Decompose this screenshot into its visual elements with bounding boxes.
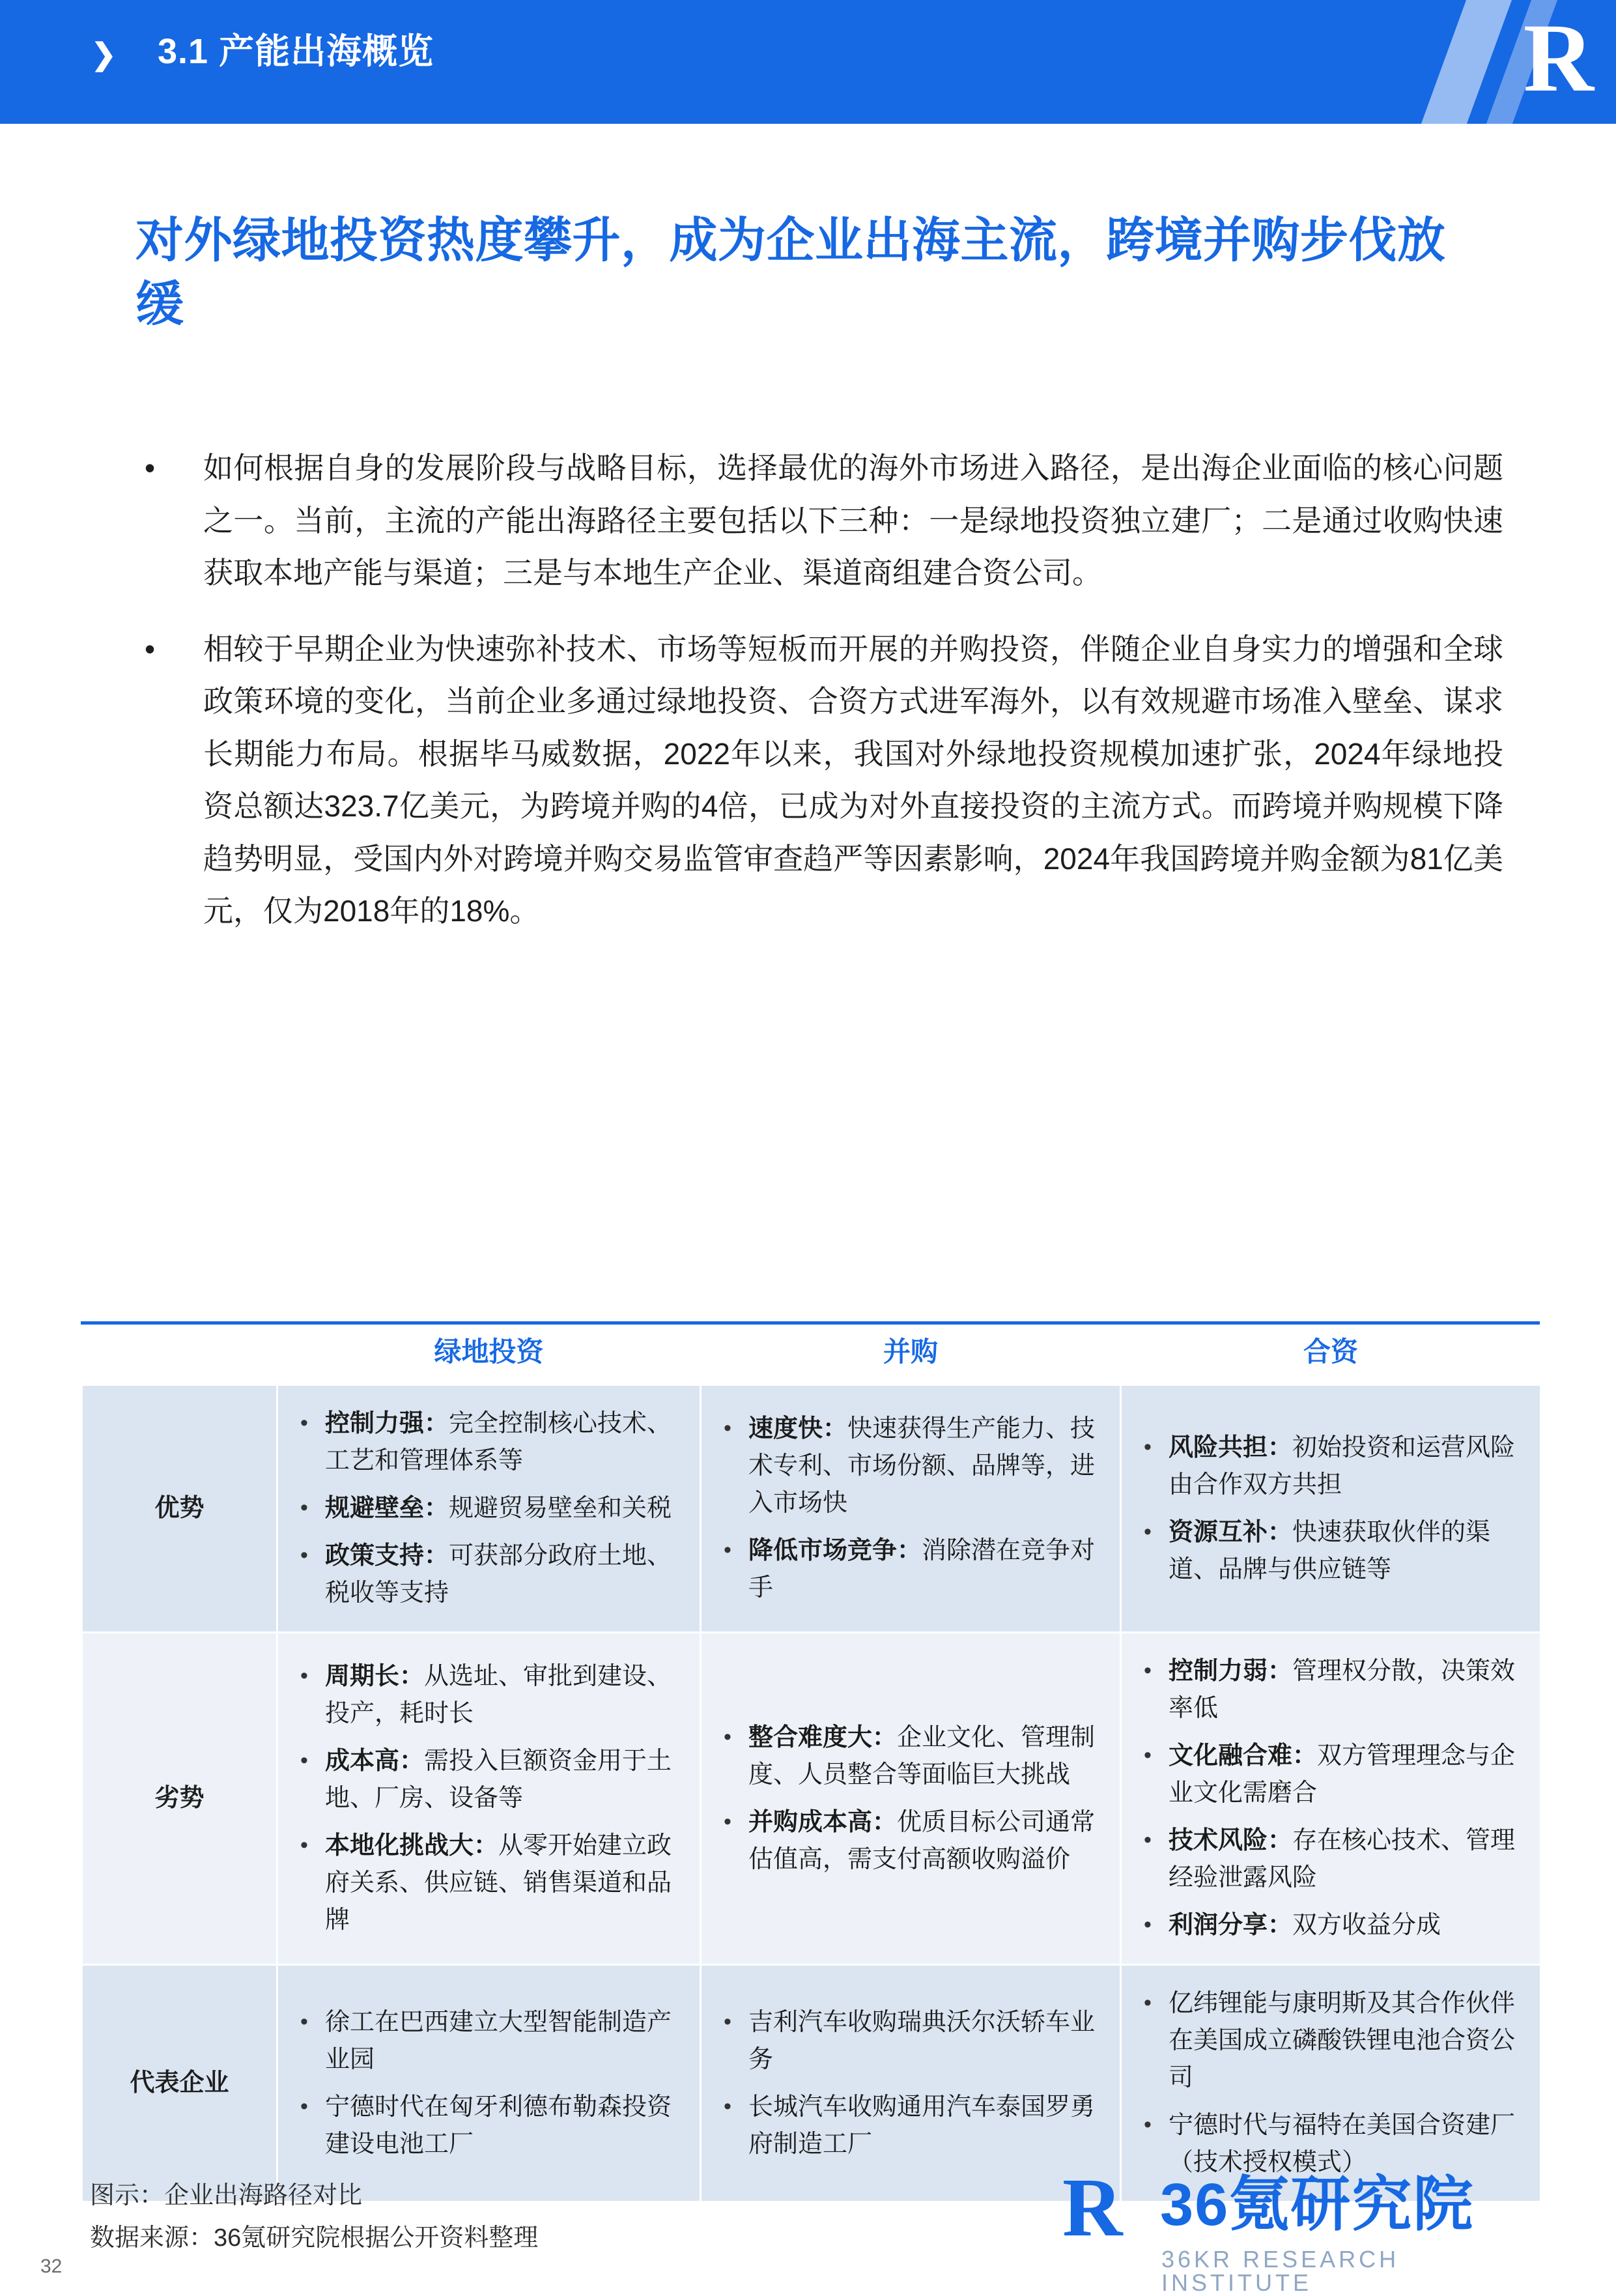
list-item [295, 1743, 683, 1817]
36kr-r-logo-icon: R [1062, 2161, 1123, 2254]
table-head [82, 1321, 1541, 1385]
bullet-dot: • [145, 631, 156, 666]
list-item-lead: 成本高： [325, 1747, 425, 1775]
list-item-lead: 技术风险： [1169, 1827, 1293, 1854]
row-label: 优势 [82, 1385, 277, 1633]
list-item [718, 1411, 1103, 1522]
list-item-text: 管理权分散，决策效率低 [1169, 1657, 1516, 1722]
list-item-text: 存在核心技术、管理经验泄露风险 [1169, 1827, 1516, 1891]
list-item-lead: 利润分享： [1169, 1912, 1293, 1939]
page-body [0, 124, 1616, 2296]
bullet-item [135, 623, 1503, 938]
list-item [1139, 1822, 1523, 1897]
list-item-text: 快速获取伙伴的渠道、品牌与供应链等 [1169, 1518, 1491, 1583]
row-label: 劣势 [82, 1633, 277, 1965]
36kr-r-logo-icon: R [1523, 4, 1590, 112]
cell-greenfield [277, 1965, 701, 2202]
list-item [295, 2089, 683, 2163]
bullet-text: 如何根据自身的发展阶段与战略目标，选择最优的海外市场进入路径，是出海企业面临的核心问题之一。当前，主流的产能出海路径主要包括以下三种：一是绿地投资独立建厂；二是通过收购快速获取本地产能与渠道；三是与本地生产企业、渠道商组建合资公司。 [203, 451, 1503, 590]
cell-jv [1121, 1385, 1541, 1633]
list-item-lead: 整合难度大： [748, 1723, 898, 1751]
list-item-lead: 速度快： [748, 1415, 848, 1442]
list-item-lead: 规避壁垒： [325, 1495, 449, 1522]
list-item [1139, 1985, 1523, 2097]
list-item-text: 企业文化、管理制度、人员整合等面临巨大挑战 [748, 1723, 1096, 1788]
list-item-lead: 并购成本高： [748, 1808, 898, 1836]
bullet-item [135, 442, 1503, 599]
list-item-lead: 控制力弱： [1169, 1657, 1293, 1685]
table-header-greenfield: 绿地投资 [434, 1336, 544, 1367]
list-item [295, 2004, 683, 2078]
list-item [718, 1719, 1103, 1794]
list-item [1139, 1429, 1523, 1504]
list-item [295, 1538, 683, 1612]
list-item-text: 消除潜在竞争对手 [748, 1537, 1096, 1601]
bullet-text: 相较于早期企业为快速弥补技术、市场等短板而开展的并购投资，伴随企业自身实力的增强和全球政策环境的变化，当前企业多通过绿地投资、合资方式进军海外，以有效规避市场准入壁垒、谋求长期能力布局。根据毕马威数据，2022年以来，我国对外绿地投资规模加速扩张，2024年绿地投资总额达323.7亿美元，为跨境并购的4倍，已成为对外直接投资的主流方式。而跨境并购规模下降趋势明显，受国内外对跨境并购交易监管审查趋严等因素影响，2024年我国跨境并购金额为81亿美元，仅为2018年的18%。 [203, 631, 1503, 928]
table-row [82, 1385, 1541, 1633]
list-item-lead: 控制力强： [325, 1410, 449, 1437]
page-header [0, 0, 1616, 124]
list-item-lead: 资源互补： [1169, 1518, 1293, 1546]
cell-jv [1121, 1965, 1541, 2202]
cell-greenfield [277, 1633, 701, 1965]
table-header-row [82, 1321, 1541, 1385]
footer-logo-en: 36KR RESEARCH INSTITUTE [1161, 2246, 1400, 2296]
list-item-text: 需投入巨额资金用于土地、厂房、设备等 [325, 1747, 672, 1812]
list-item [718, 2004, 1103, 2078]
list-item-text: 规避贸易壁垒和关税 [449, 1495, 672, 1522]
list-item-text: 从零开始建立政府关系、供应链、销售渠道和品牌 [325, 1832, 672, 1934]
list-item [1139, 1653, 1523, 1727]
comparison-table [81, 1321, 1542, 2203]
list-item-text: 宁德时代在匈牙利德布勒森投资建设电池工厂 [325, 2093, 672, 2158]
page-number: 32 [40, 2256, 63, 2277]
list-item [295, 1490, 683, 1527]
list-item [718, 1532, 1103, 1607]
list-item-text: 宁德时代与福特在美国合资建厂（技术授权模式） [1169, 2112, 1516, 2176]
list-item-text: 双方管理理念与企业文化需磨合 [1169, 1742, 1516, 1807]
list-item-text: 从选址、审批到建设、投产，耗时长 [325, 1663, 672, 1727]
table-row [82, 1965, 1541, 2202]
list-item-text: 长城汽车收购通用汽车泰国罗勇府制造工厂 [748, 2093, 1096, 2158]
figure-caption: 图示：企业出海路径对比 [90, 2182, 363, 2209]
list-item-lead: 周期长： [325, 1663, 425, 1690]
list-item [718, 2089, 1103, 2163]
bullet-dot: • [145, 451, 156, 485]
data-source: 数据来源：36氪研究院根据公开资料整理 [90, 2224, 539, 2252]
table-row [82, 1633, 1541, 1965]
list-item [295, 1405, 683, 1480]
section-title: 3.1 产能出海概览 [158, 32, 434, 71]
header-logo-mark [1316, 0, 1616, 124]
table-body [82, 1385, 1541, 2202]
list-item-lead: 本地化挑战大： [325, 1832, 499, 1859]
list-item-text: 亿纬锂能与康明斯及其合作伙伴在美国成立磷酸铁锂电池合资公司 [1169, 1990, 1516, 2091]
table-header-ma: 并购 [883, 1336, 938, 1367]
cell-greenfield [277, 1385, 701, 1633]
table-top-rule [81, 1321, 1540, 1325]
comparison-table-wrap [81, 1321, 1540, 2203]
list-item-text: 可获部分政府土地、税收等支持 [325, 1542, 672, 1607]
cell-jv [1121, 1633, 1541, 1965]
list-item-lead: 降低市场竞争： [748, 1537, 922, 1564]
bullet-list [135, 442, 1503, 961]
list-item-lead: 风险共担： [1169, 1433, 1293, 1461]
list-item-text: 吉利汽车收购瑞典沃尔沃轿车业务 [748, 2008, 1096, 2073]
list-item-text: 初始投资和运营风险由合作双方共担 [1169, 1433, 1516, 1499]
footnotes [90, 2175, 538, 2260]
cell-ma [701, 1633, 1121, 1965]
footer-logo [1062, 2161, 1518, 2296]
table-header-jv: 合资 [1303, 1336, 1358, 1367]
list-item-text: 快速获得生产能力、技术专利、市场份额、品牌等，进入市场快 [748, 1415, 1096, 1517]
list-item [295, 1828, 683, 1939]
list-item-text: 徐工在巴西建立大型智能制造产业园 [325, 2008, 672, 2073]
chevron-double-right-icon: ❯ [91, 37, 117, 71]
list-item [1139, 1738, 1523, 1812]
list-item [295, 1658, 683, 1732]
list-item-text: 完全控制核心技术、工艺和管理体系等 [325, 1410, 672, 1474]
table-header-blank [82, 1321, 277, 1385]
list-item-lead: 政策支持： [325, 1542, 449, 1570]
list-item-text: 优质目标公司通常估值高，需支付高额收购溢价 [748, 1808, 1096, 1873]
list-item [1139, 1907, 1523, 1944]
cell-ma [701, 1385, 1121, 1633]
list-item-lead: 文化融合难： [1169, 1742, 1318, 1770]
page-title: 对外绿地投资热度攀升，成为企业出海主流，跨境并购步伐放缓 [135, 213, 1446, 331]
list-item [1139, 1514, 1523, 1588]
row-label: 代表企业 [82, 1965, 277, 2202]
list-item-text: 双方收益分成 [1292, 1912, 1441, 1939]
cell-ma [701, 1965, 1121, 2202]
footer-logo-cn: 36氪研究院 [1160, 2172, 1475, 2238]
list-item [718, 1804, 1103, 1878]
